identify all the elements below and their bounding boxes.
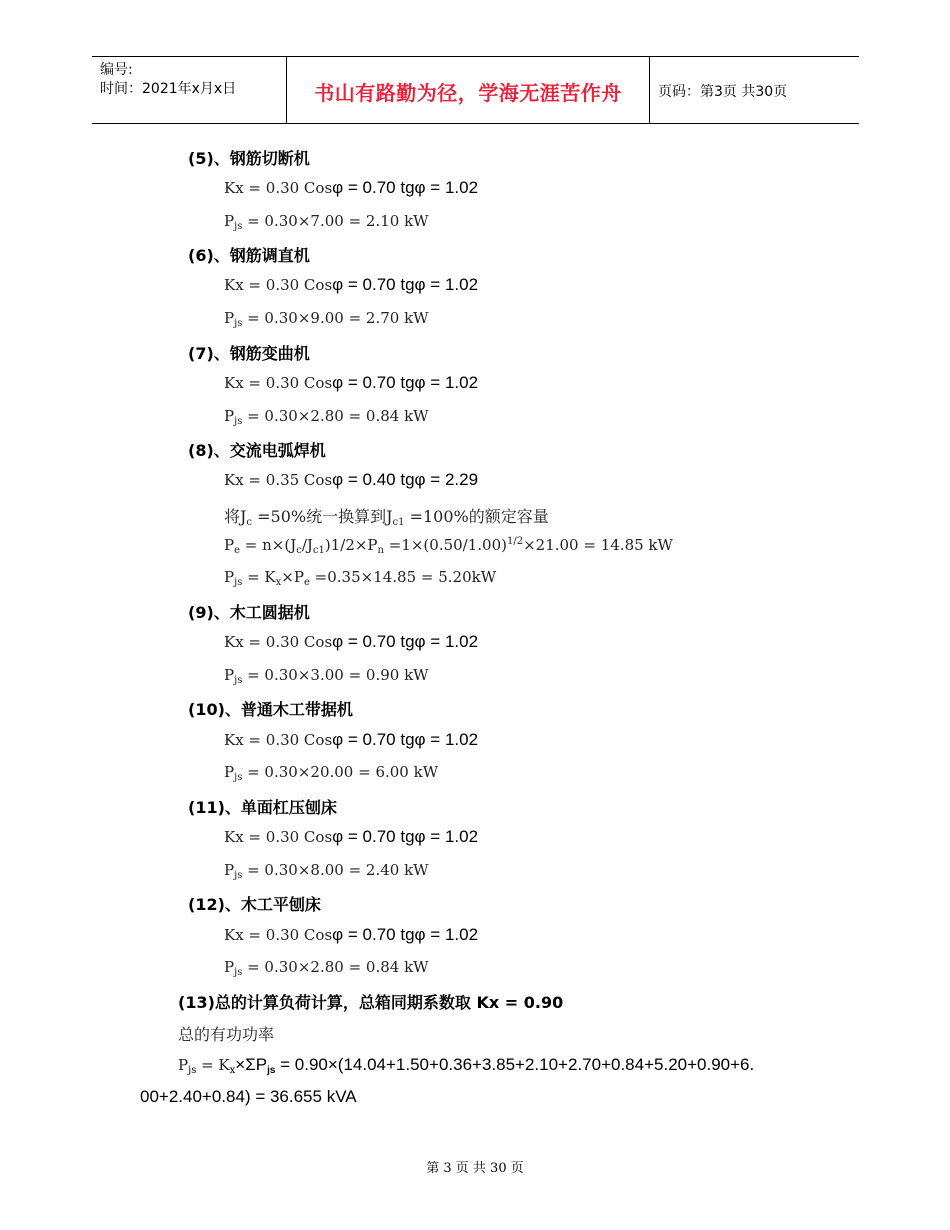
convert-line (224, 504, 549, 528)
motto: 书山有路勤为径，学海无涯苦作舟 (314, 81, 622, 105)
c-subscript: c (246, 517, 253, 528)
total-equation-line2: 00+2.40+0.84) = 36.655 kVA (140, 1087, 357, 1106)
pjs-line (224, 568, 496, 588)
kx-text: Kx = 0.30 Cos (224, 374, 333, 392)
half-superscript: 1/2 (507, 536, 524, 547)
kx-line (224, 470, 478, 490)
kx-line (224, 373, 478, 393)
cos-text: φ = 0.70 tgφ = 1.02 (332, 632, 479, 651)
convert-text-c: =100%的额定容量 (404, 507, 549, 526)
c1-subscript: c1 (392, 517, 405, 528)
total-title: (13)总的计算负荷计算，总箱同期系数取 Kx = 0.90 (178, 993, 564, 1012)
total-equation (178, 1055, 754, 1076)
page-footer: 第 3 页 共 30 页 (426, 1161, 524, 1176)
kx-line (224, 925, 478, 945)
js-subscript: js (234, 967, 243, 978)
cos-text: φ = 0.40 tgφ = 2.29 (332, 470, 479, 489)
pjs-line (224, 666, 429, 686)
js-subscript: js (234, 416, 243, 427)
item-title: (11)、单面杠压刨床 (188, 798, 337, 817)
kx-line (224, 275, 478, 295)
kx-text: Kx = 0.30 Cos (224, 276, 333, 294)
total-subtitle: 总的有功功率 (178, 1025, 275, 1044)
convert-text-b: =50%统一换算到J (252, 507, 393, 526)
c1-subscript: c1 (312, 545, 325, 556)
time-label: 时间：2021年x月x日 (100, 81, 237, 97)
x-subscript: x (275, 577, 282, 588)
total-eq-a: = K (196, 1056, 230, 1074)
p-symbol: P (224, 212, 235, 230)
page-info: 页码：第3页 共30页 (658, 84, 788, 100)
item-title: (12)、木工平刨床 (188, 895, 321, 914)
js-subscript: js (234, 221, 243, 232)
pjs-text: = 0.30×7.00 = 2.10 kW (242, 212, 429, 230)
page-header (92, 56, 859, 124)
js-subscript: js (234, 772, 243, 783)
cos-text: φ = 0.70 tgφ = 1.02 (332, 730, 479, 749)
js-subscript: js (188, 1065, 197, 1076)
kx-line (224, 632, 478, 652)
pe-text-c: )1/2×P (324, 536, 378, 554)
p-symbol: P (224, 763, 235, 781)
pjs-line (224, 861, 429, 881)
p-symbol: P (224, 568, 235, 586)
pjs-text: = 0.30×2.80 = 0.84 kW (242, 407, 429, 425)
e-subscript: e (303, 577, 310, 588)
js-subscript: js (267, 1065, 276, 1076)
pjs-text: = 0.30×8.00 = 2.40 kW (242, 861, 429, 879)
pe-text-a: = n×(J (240, 536, 297, 554)
total-eq-b: ×ΣP (235, 1055, 268, 1074)
header-motto-cell (287, 57, 650, 123)
pe-text-d: =1×(0.50/1.00) (383, 536, 507, 554)
js-subscript: js (234, 577, 243, 588)
n-subscript: n (377, 545, 384, 556)
x-subscript: x (229, 1065, 236, 1076)
kx-line (224, 178, 478, 198)
p-symbol: P (224, 309, 235, 327)
p-symbol: P (224, 536, 235, 554)
pe-line (224, 536, 673, 556)
pjs-line (224, 212, 429, 232)
pjs-line (224, 309, 429, 329)
kx-line (224, 827, 478, 847)
p-symbol: P (224, 407, 235, 425)
total-eq-c: = 0.90×(14.04+1.50+0.36+3.85+2.10+2.70+0.84+5.20+0.90+6. (275, 1055, 755, 1074)
pjs-line (224, 763, 438, 783)
e-subscript: e (234, 545, 241, 556)
pjs-text-c: =0.35×14.85 = 5.20kW (309, 568, 497, 586)
p-symbol: P (224, 666, 235, 684)
kx-text: Kx = 0.30 Cos (224, 731, 333, 749)
cos-text: φ = 0.70 tgφ = 1.02 (332, 178, 479, 197)
kx-text: Kx = 0.30 Cos (224, 633, 333, 651)
cos-text: φ = 0.70 tgφ = 1.02 (332, 827, 479, 846)
pe-text-b: /J (301, 536, 313, 554)
convert-text-a: 将J (224, 507, 247, 526)
item-title: (9)、木工圆据机 (188, 603, 310, 622)
p-symbol: P (178, 1056, 189, 1074)
p-symbol: P (224, 861, 235, 879)
c-subscript: c (296, 545, 302, 556)
pjs-line (224, 407, 429, 427)
js-subscript: js (234, 870, 243, 881)
kx-text: Kx = 0.30 Cos (224, 828, 333, 846)
kx-line (224, 730, 478, 750)
kx-text: Kx = 0.30 Cos (224, 926, 333, 944)
item-title: (6)、钢筋调直机 (188, 246, 310, 265)
pjs-text-b: ×P (281, 568, 304, 586)
pe-text-e: ×21.00 = 14.85 kW (523, 536, 673, 554)
js-subscript: js (234, 318, 243, 329)
number-label: 编号: (100, 62, 133, 78)
header-left-cell (92, 57, 287, 123)
js-subscript: js (234, 675, 243, 686)
item-title: (8)、交流电弧焊机 (188, 441, 326, 460)
cos-text: φ = 0.70 tgφ = 1.02 (332, 275, 479, 294)
item-title: (7)、钢筋变曲机 (188, 344, 310, 363)
pjs-text-a: = K (242, 568, 276, 586)
kx-text: Kx = 0.35 Cos (224, 471, 333, 489)
pjs-text: = 0.30×3.00 = 0.90 kW (242, 666, 429, 684)
header-right-cell (650, 57, 859, 123)
pjs-text: = 0.30×20.00 = 6.00 kW (242, 763, 439, 781)
pjs-text: = 0.30×2.80 = 0.84 kW (242, 958, 429, 976)
item-title: (10)、普通木工带据机 (188, 700, 353, 719)
item-title: (5)、钢筋切断机 (188, 149, 310, 168)
cos-text: φ = 0.70 tgφ = 1.02 (332, 373, 479, 392)
p-symbol: P (224, 958, 235, 976)
pjs-text: = 0.30×9.00 = 2.70 kW (242, 309, 429, 327)
cos-text: φ = 0.70 tgφ = 1.02 (332, 925, 479, 944)
kx-text: Kx = 0.30 Cos (224, 179, 333, 197)
pjs-line (224, 958, 429, 978)
